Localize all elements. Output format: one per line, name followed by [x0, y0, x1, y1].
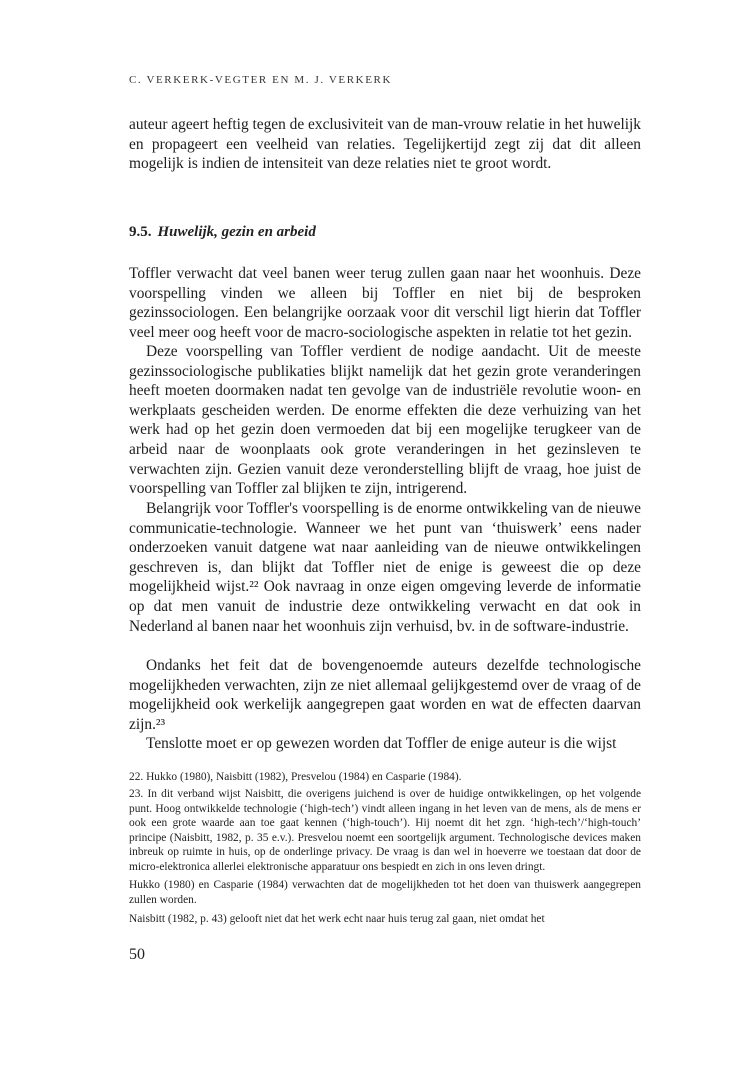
intro-paragraph: auteur ageert heftig tegen de exclusiviteit van de man-vrouw relatie in het huwelijk en propageert een veelheid van relaties. Tegelijkertijd zegt zij dat dit alleen mogelijk is indien de intensiteit van deze relaties niet te groot wordt. — [129, 116, 641, 173]
body-paragraph: Tenslotte moet er op gewezen worden dat Toffler de enige auteur is die wijst — [146, 735, 617, 752]
running-header: C. VERKERK-VEGTER EN M. J. VERKERK — [129, 74, 392, 86]
footnote: Naisbitt (1982, p. 43) gelooft niet dat het werk echt naar huis terug zal gaan, niet omdat het — [129, 913, 545, 925]
footnote: 23. In dit verband wijst Naisbitt, die overigens juichend is over de huidige ontwikkelingen, op het volgende punt. Hoog ontwikkelde technologie (‘high-tech’) vindt alleen ingang in het leven van de mens, als de mens er ook een grote waarde aan toe gaat kennen (‘high-touch’). Hij noemt dit het zgn. ‘high-tech’/‘high-touch’ principe (Naisbitt, 1982, p. 35 e.v.). Presvelou noemt een soortgelijk argument. Technologische devices maken inbreuk op ruimte in huis, op de onderlinge privacy. De vraag is dan wel in hoeverre we toestaan dat door de micro-elektronica allerlei elektronische apparatuur ons bespiedt en zich in ons leven dringt. — [129, 788, 641, 873]
footnote: Hukko (1980) en Casparie (1984) verwachten dat de mogelijkheden tot het doen van thuiswerk aangegrepen zullen worden. — [129, 879, 641, 906]
body-paragraph: Deze voorspelling van Toffler verdient de nodige aandacht. Uit de meeste gezinssociologische publikaties blijkt namelijk dat het gezin grote veranderingen heeft moeten doormaken nadat ten gevolge van de industriële revolutie woon- en werkplaats gescheiden werden. De enorme effekten die deze verhuizing van het werk had op het gezin doen vermoeden dat bij een mogelijke terugkeer van de arbeid naar de woonplaats ook grote veranderingen in het gezinsleven te verwachten zijn. Gezien vanuit deze veronderstelling blijft de vraag, hoe juist de voorspelling van Toffler zal blijken te zijn, intrigerend. — [129, 343, 641, 498]
body-paragraph: Belangrijk voor Toffler's voorspelling is de enorme ontwikkeling van de nieuwe communicatie-technologie. Wanneer we het punt van ‘thuiswerk’ eens nader onderzoeken vanuit datgene wat naar aanleiding van de nieuwe ontwikkelingen geschreven is, dan blijkt dat Toffler niet de enige is geweest die op deze mogelijkheid wijst.²² Ook navraag in onze eigen omgeving leverde de informatie op dat men vanuit de industrie deze ontwikkeling verwacht en dat ook in Nederland al banen naar het woonhuis zijn verhuisd, bv. in de software-industrie. — [129, 500, 641, 635]
body-paragraph: Toffler verwacht dat veel banen weer terug zullen gaan naar het woonhuis. Deze voorspelling vinden we alleen bij Toffler en niet bij de besproken gezinssociologen. Een belangrijke oorzaak voor dit verschil ligt hierin dat Toffler veel meer oog heeft voor de macro-sociologische aspekten in relatie tot het gezin. — [129, 265, 641, 341]
footnote: 22. Hukko (1980), Naisbitt (1982), Presvelou (1984) en Casparie (1984). — [129, 771, 462, 783]
section-number: 9.5. — [129, 224, 152, 240]
section-heading — [129, 224, 316, 241]
section-title: Huwelijk, gezin en arbeid — [157, 224, 316, 240]
body-paragraph: Ondanks het feit dat de bovengenoemde auteurs dezelfde technologische mogelijkheden verwachten, zijn ze niet allemaal gelijkgestemd over de vraag of de mogelijkheid ook werkelijk aangegrepen gaat worden en wat de effecten daarvan zijn.²³ — [129, 657, 641, 733]
page-number: 50 — [129, 946, 145, 963]
